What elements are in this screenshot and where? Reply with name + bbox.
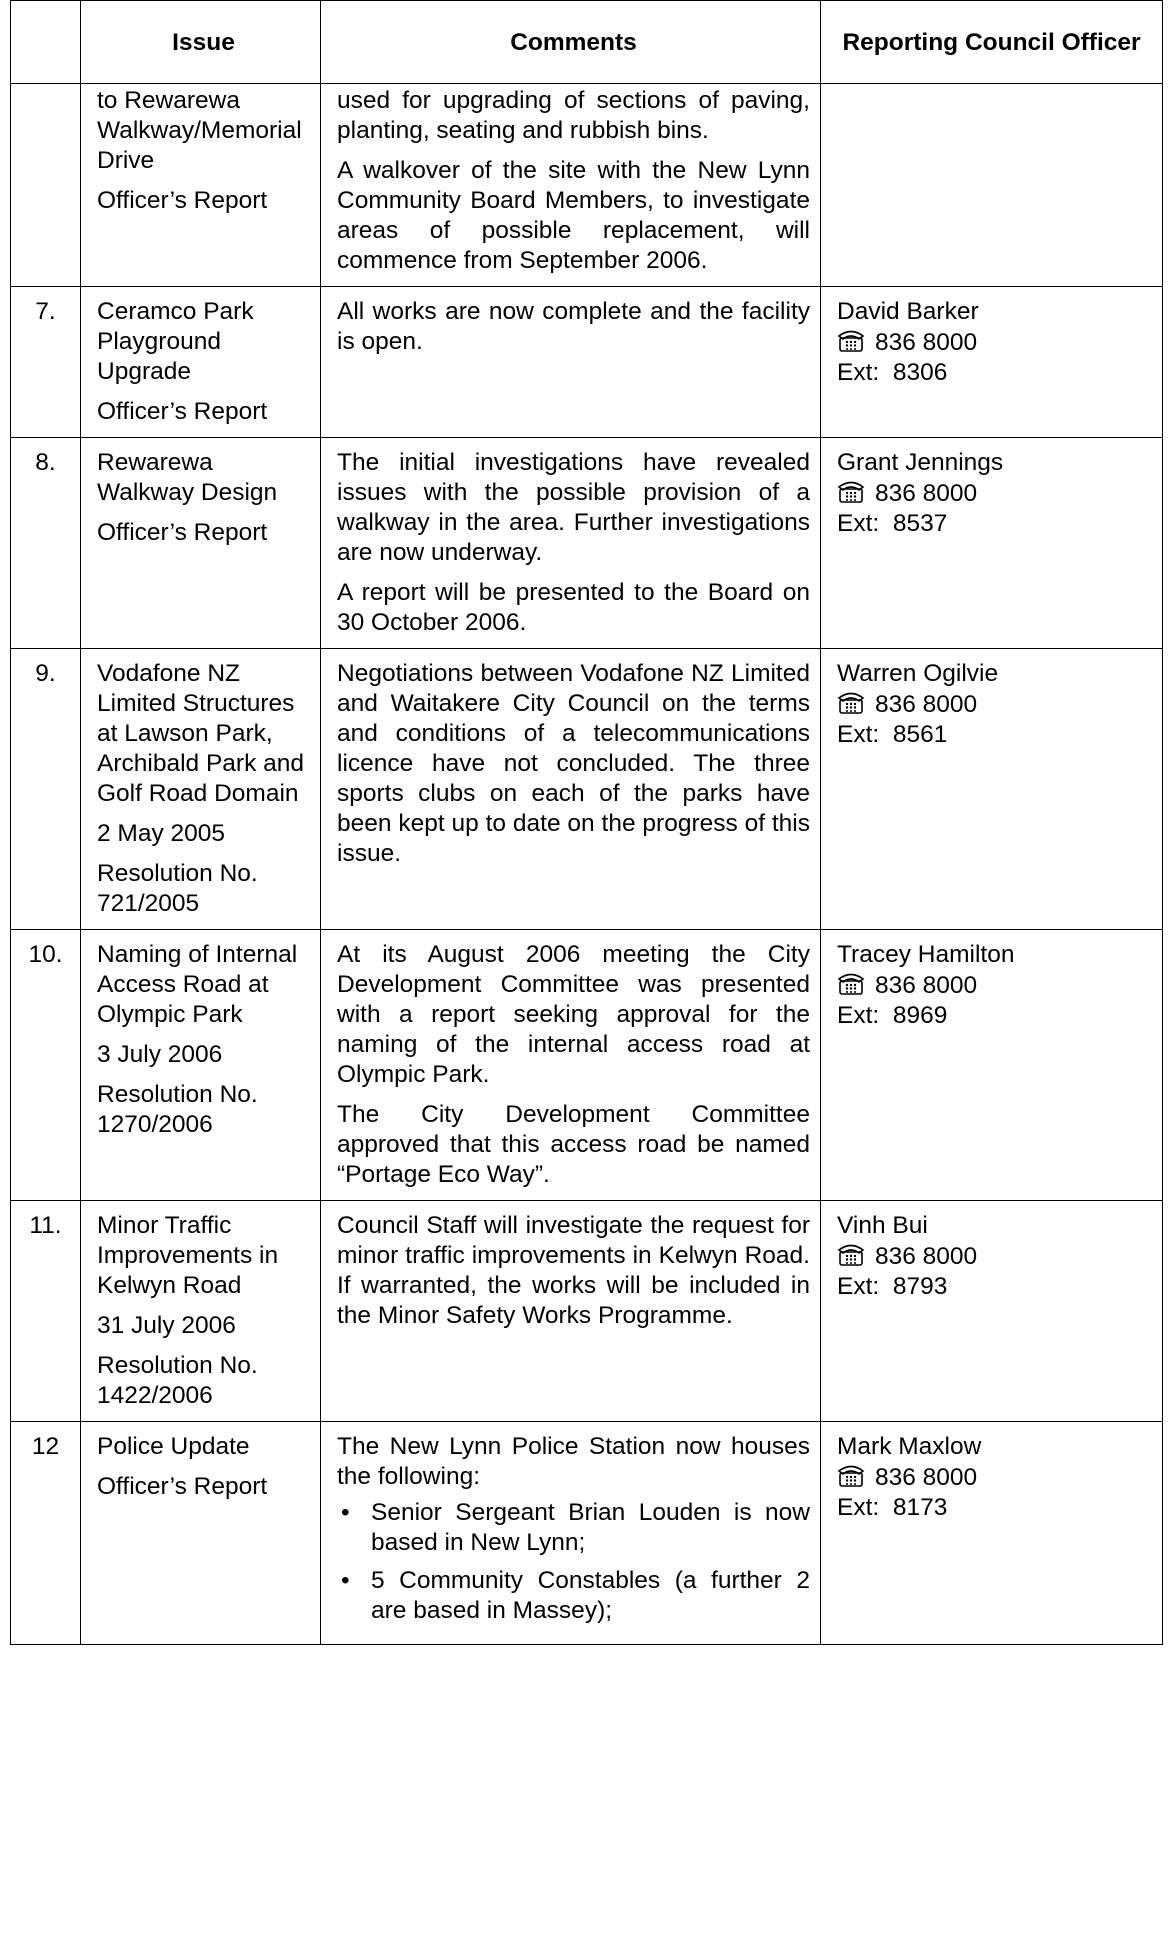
issue-cell: [81, 84, 321, 287]
telephone-icon: [837, 689, 865, 715]
phone-extension: Ext: 8537: [837, 510, 948, 537]
phone-number: 836 8000: [875, 691, 978, 718]
comment-paragraph: Negotiations between Vodafone NZ Limited and Waitakere City Council on the terms and conditions of a telecommunications licence have not concluded. The three sports clubs on each of the parks have been kept up to date on the progress of this issue.: [337, 660, 810, 867]
issue-cell: [81, 287, 321, 438]
telephone-icon: [837, 1462, 865, 1488]
comment-paragraph: All works are now complete and the facility is open.: [337, 298, 810, 355]
issue-text: Resolution No. 1422/2006: [97, 1352, 258, 1409]
officer-cell: [821, 438, 1163, 649]
issue-cell: [81, 1422, 321, 1645]
issue-text: Police Update: [97, 1433, 250, 1460]
telephone-icon: [837, 1241, 865, 1267]
row-number: [11, 84, 81, 287]
issue-text: 2 May 2005: [97, 820, 226, 847]
table-row: [11, 1422, 1163, 1645]
bullet-icon: •: [341, 1499, 350, 1526]
officer-phone: [837, 1462, 1152, 1493]
row-number: 7.: [11, 287, 81, 438]
comment-paragraph: At its August 2006 meeting the City Development Committee was presented with a report seeking approval for the naming of the internal access road at Olympic Park.: [337, 941, 810, 1088]
issue-cell: [81, 438, 321, 649]
comment-paragraph: A report will be presented to the Board on 30 October 2006.: [337, 579, 810, 636]
phone-number: 836 8000: [875, 480, 978, 507]
comments-cell: [321, 930, 821, 1201]
comment-paragraph: The New Lynn Police Station now houses the following:: [337, 1433, 810, 1490]
issue-text: Officer’s Report: [97, 187, 268, 214]
issue-cell: [81, 649, 321, 930]
issue-text: Resolution No. 1270/2006: [97, 1081, 258, 1138]
issue-cell: [81, 930, 321, 1201]
table-row: [11, 930, 1163, 1201]
comments-cell: [321, 1201, 821, 1422]
issues-table: [10, 0, 1163, 1645]
issue-text: Rewarewa Walkway Design: [97, 449, 278, 506]
officer-cell: [821, 84, 1163, 287]
comment-paragraph: The initial investigations have revealed issues with the possible provision of a walkway in the area. Further investigations are now underway.: [337, 449, 810, 566]
table-body: [11, 84, 1163, 1645]
officer-name: Tracey Hamilton: [837, 941, 1015, 968]
table-row: [11, 287, 1163, 438]
officer-phone: [837, 1241, 1152, 1272]
telephone-icon: [837, 970, 865, 996]
bullet-text: 5 Community Constables (a further 2 are based in Massey);: [371, 1567, 810, 1624]
issue-text: Officer’s Report: [97, 519, 268, 546]
comments-cell: [321, 649, 821, 930]
officer-phone: [837, 327, 1152, 358]
phone-extension: Ext: 8561: [837, 721, 948, 748]
row-number: 9.: [11, 649, 81, 930]
comments-cell: [321, 287, 821, 438]
table-row: [11, 649, 1163, 930]
comment-paragraph: A walkover of the site with the New Lynn Community Board Members, to investigate areas of possible replacement, will commence from September 2006.: [337, 157, 810, 274]
row-number: 11.: [11, 1201, 81, 1422]
phone-extension: Ext: 8793: [837, 1273, 948, 1300]
officer-phone: [837, 970, 1152, 1001]
telephone-icon: [837, 327, 865, 353]
comments-cell: [321, 1422, 821, 1645]
row-number: 8.: [11, 438, 81, 649]
phone-number: 836 8000: [875, 972, 978, 999]
issue-text: 3 July 2006: [97, 1041, 223, 1068]
comments-cell: [321, 438, 821, 649]
officer-phone: [837, 689, 1152, 720]
row-number: 12: [11, 1422, 81, 1645]
issue-text: Minor Traffic Improvements in Kelwyn Road: [97, 1212, 279, 1299]
header-officer: Reporting Council Officer: [821, 1, 1163, 84]
table-row: [11, 438, 1163, 649]
list-item: [337, 1566, 810, 1626]
table-row: [11, 1201, 1163, 1422]
table-row: [11, 84, 1163, 287]
bullet-list: [337, 1498, 810, 1626]
phone-number: 836 8000: [875, 1243, 978, 1270]
comment-paragraph: used for upgrading of sections of paving, planting, seating and rubbish bins.: [337, 87, 810, 144]
phone-extension: Ext: 8173: [837, 1494, 948, 1521]
officer-name: Grant Jennings: [837, 449, 1004, 476]
issue-text: Resolution No. 721/2005: [97, 860, 258, 917]
officer-cell: [821, 1422, 1163, 1645]
header-comments: Comments: [321, 1, 821, 84]
officer-phone: [837, 478, 1152, 509]
issue-text: Officer’s Report: [97, 1473, 268, 1500]
phone-extension: Ext: 8306: [837, 359, 948, 386]
officer-cell: [821, 649, 1163, 930]
issue-text: 31 July 2006: [97, 1312, 236, 1339]
phone-number: 836 8000: [875, 329, 978, 356]
comment-paragraph: The City Development Committee approved that this access road be named “Portage Eco Way”.: [337, 1101, 810, 1188]
telephone-icon: [837, 478, 865, 504]
row-number: 10.: [11, 930, 81, 1201]
issue-text: Officer’s Report: [97, 398, 268, 425]
header-number: [11, 1, 81, 84]
list-item: [337, 1498, 810, 1558]
issue-text: Naming of Internal Access Road at Olympic Park: [97, 941, 298, 1028]
officer-cell: [821, 287, 1163, 438]
bullet-text: Senior Sergeant Brian Louden is now based in New Lynn;: [371, 1499, 810, 1556]
issue-text: to Rewarewa Walkway/Memorial Drive: [97, 87, 302, 174]
comments-cell: [321, 84, 821, 287]
header-issue: Issue: [81, 1, 321, 84]
officer-cell: [821, 930, 1163, 1201]
issue-text: Vodafone NZ Limited Structures at Lawson Park, Archibald Park and Golf Road Domain: [97, 660, 305, 807]
issue-text: Ceramco Park Playground Upgrade: [97, 298, 254, 385]
phone-extension: Ext: 8969: [837, 1002, 948, 1029]
officer-name: Vinh Bui: [837, 1212, 928, 1239]
officer-cell: [821, 1201, 1163, 1422]
table-header-row: [11, 1, 1163, 84]
officer-name: David Barker: [837, 298, 979, 325]
officer-name: Warren Ogilvie: [837, 660, 999, 687]
comment-paragraph: Council Staff will investigate the request for minor traffic improvements in Kelwyn Road. If warranted, the works will be included in the Minor Safety Works Programme.: [337, 1212, 810, 1329]
issue-cell: [81, 1201, 321, 1422]
bullet-icon: •: [341, 1567, 350, 1594]
phone-number: 836 8000: [875, 1464, 978, 1491]
officer-name: Mark Maxlow: [837, 1433, 982, 1460]
